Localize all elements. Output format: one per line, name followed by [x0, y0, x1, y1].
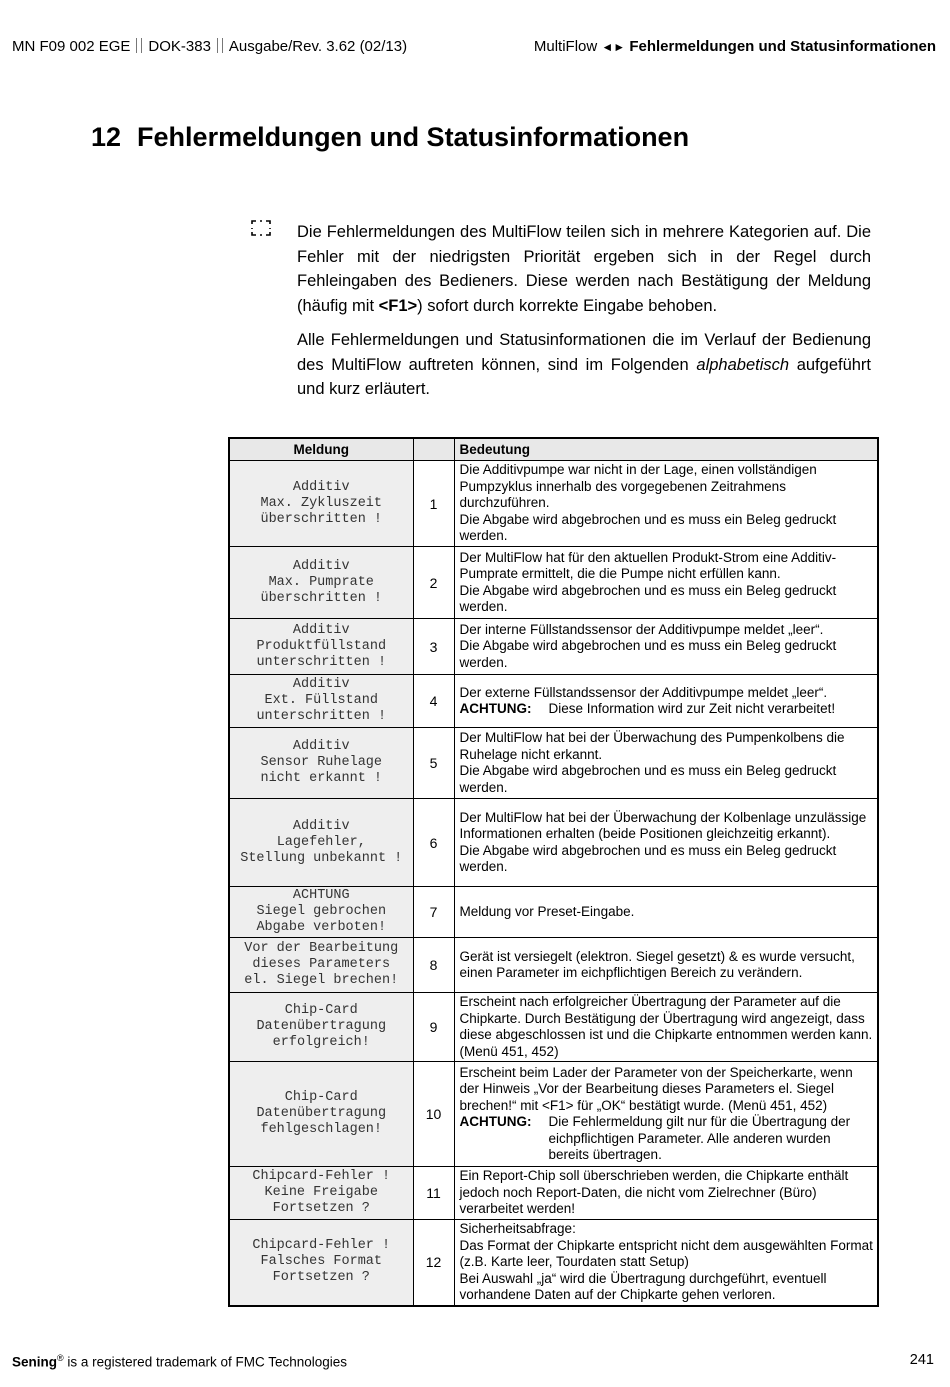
header-product: MultiFlow — [533, 38, 598, 55]
header-number — [413, 438, 454, 461]
message-line: Additiv — [292, 479, 350, 495]
header-section-info — [534, 38, 936, 55]
error-message-table — [228, 437, 879, 1307]
meaning-cell — [454, 619, 878, 675]
message-line: Chipcard-Fehler ! — [252, 1169, 391, 1184]
table-row — [229, 938, 878, 993]
message-line: Ext. Füllstand — [264, 693, 378, 708]
message-line: Additiv — [292, 558, 350, 574]
note-icon — [251, 220, 271, 236]
message-line: Fortsetzen ? — [272, 1201, 370, 1216]
intro-paragraph-1 — [297, 220, 871, 318]
header-bedeutung: Bedeutung — [454, 438, 878, 461]
intro-p1-text-end: ) sofort durch korrekte Eingabe behoben. — [417, 296, 718, 315]
table-header-row — [229, 438, 878, 461]
header-edition: Ausgabe/Rev. 3.62 (02/13) — [228, 38, 408, 55]
registered-mark: ® — [57, 1353, 64, 1363]
meaning-line: Gerät ist versiegelt (elektron. Siegel gesetzt) & es wurde versucht, einen Parameter im eichpflichtigen Bereich zu verändern. — [459, 948, 855, 980]
chapter-title — [91, 122, 689, 153]
message-cell — [229, 993, 413, 1062]
table-row — [229, 993, 878, 1062]
message-line: Chipcard-Fehler ! — [252, 1238, 391, 1254]
message-cell — [229, 461, 413, 547]
page-number: 241 — [909, 1352, 934, 1368]
message-line: überschritten ! — [260, 590, 383, 606]
meaning-line: Bei Auswahl „ja“ wird die Übertragung durchgeführt, eventuell vorhandene Daten auf der Chipkarte gehen verloren. — [459, 1270, 827, 1302]
table-row — [229, 728, 878, 799]
intro-p1-text: Die Fehlermeldungen des MultiFlow teilen sich in mehrere Kategorien auf. Die Fehler mit der niedrigsten Priorität ergeben sich in der Regel durch Fehleingaben des Bedieners. Diese werden nach Bestätigung der Meldung (häufig mit — [297, 223, 871, 315]
meaning-line: Erscheint beim Lader der Parameter von der Speicherkarte, wenn der Hinweis „Vor der Bearbeitung dieses Parameters el. Siegel brechen!“ mit <F1> für „OK“ bestätigt wurde. (Menü 451, 452) — [459, 1064, 853, 1113]
intro-paragraph-2 — [297, 328, 871, 402]
table-row — [229, 1167, 878, 1220]
message-line: Additiv — [292, 622, 350, 638]
message-cell — [229, 547, 413, 619]
meaning-line: Der interne Füllstandssensor der Additivpumpe meldet „leer“. — [459, 621, 824, 637]
message-line: Datenübertragung — [256, 1106, 387, 1121]
meaning-cell — [454, 728, 878, 799]
message-line: Keine Freigabe — [264, 1185, 378, 1200]
footer-brand: Sening — [12, 1354, 58, 1370]
intro-text — [297, 220, 871, 412]
header-doc-id: MN F09 002 EGE — [12, 38, 131, 55]
meaning-line: Die Abgabe wird abgebrochen und es muss ein Beleg gedruckt werden. — [459, 638, 837, 670]
message-cell — [229, 675, 413, 728]
meaning-cell — [454, 461, 878, 547]
meaning-line: Meldung vor Preset-Eingabe. — [459, 903, 635, 919]
message-cell — [229, 799, 413, 887]
table-row — [229, 619, 878, 675]
message-cell — [229, 619, 413, 675]
meaning-line: Die Abgabe wird abgebrochen und es muss ein Beleg gedruckt werden. — [459, 763, 837, 795]
meaning-cell — [454, 993, 878, 1062]
header-dok: DOK-383 — [148, 38, 211, 55]
footer-text: is a registered trademark of FMC Technologies — [63, 1354, 348, 1370]
message-number: 8 — [413, 938, 454, 993]
message-line: ACHTUNG — [292, 888, 350, 903]
nav-arrows-icon: ◄► — [601, 40, 626, 54]
message-number: 2 — [413, 547, 454, 619]
message-line: Fortsetzen ? — [272, 1270, 370, 1286]
message-number: 4 — [413, 675, 454, 728]
meaning-line: Das Format der Chipkarte entspricht nicht dem ausgewählten Format (z.B. Karte leer, Tourdaten statt Setup) — [459, 1237, 873, 1269]
meaning-line: Die Additivpumpe war nicht in der Lage, einen vollständigen Pumpzyklus innerhalb des vorgegebenen Zeitrahmens durchzuführen. — [459, 462, 817, 511]
table-row — [229, 675, 878, 728]
message-cell — [229, 1220, 413, 1306]
message-cell — [229, 887, 413, 938]
message-number: 12 — [413, 1220, 454, 1306]
chapter-number: 12 — [91, 122, 122, 152]
warning-label: ACHTUNG: — [459, 1114, 532, 1129]
message-line: Chip-Card — [284, 1003, 358, 1018]
table-row — [229, 887, 878, 938]
message-number: 9 — [413, 993, 454, 1062]
meaning-cell — [454, 547, 878, 619]
message-line: Additiv — [292, 818, 350, 834]
message-line: Chip-Card — [284, 1090, 358, 1105]
message-number: 5 — [413, 728, 454, 799]
page-header — [12, 38, 936, 60]
table-row — [229, 1220, 878, 1306]
chapter-title-text: Fehlermeldungen und Statusinformationen — [137, 122, 690, 152]
meaning-cell — [454, 1167, 878, 1220]
table-row — [229, 461, 878, 547]
message-line: Lagefehler, — [276, 834, 366, 850]
meaning-line: Die Abgabe wird abgebrochen und es muss ein Beleg gedruckt werden. — [459, 582, 837, 614]
table-row — [229, 547, 878, 619]
warning-text: Diese Information wird zur Zeit nicht verarbeitet! — [548, 701, 836, 716]
meaning-line: Erscheint nach erfolgreicher Übertragung der Parameter auf die Chipkarte. Durch Bestätigung der Übertragung wird angezeigt, dass diese abgeschlossen ist und die Chipkarte entnommen werden kann. (Menü 451, 452) — [459, 994, 873, 1059]
message-line: nicht erkannt ! — [260, 771, 383, 786]
header-meldung: Meldung — [229, 438, 413, 461]
message-line: Vor der Bearbeitung — [244, 941, 399, 956]
message-line: Falsches Format — [260, 1254, 383, 1270]
intro-p2-emphasis: alphabetisch — [696, 355, 790, 374]
table-body — [229, 461, 878, 1306]
message-number: 7 — [413, 887, 454, 938]
message-line: Max. Zykluszeit — [260, 495, 383, 511]
footer-trademark — [12, 1353, 347, 1370]
meaning-line: Die Abgabe wird abgebrochen und es muss ein Beleg gedruckt werden. — [459, 842, 837, 874]
message-line: dieses Parameters — [252, 957, 391, 972]
message-line: erfolgreich! — [272, 1035, 370, 1050]
message-line: Stellung unbekannt ! — [240, 850, 403, 866]
meaning-line: Der externe Füllstandssensor der Additivpumpe meldet „leer“. — [459, 684, 828, 700]
message-cell — [229, 728, 413, 799]
message-cell — [229, 938, 413, 993]
message-line: überschritten ! — [260, 511, 383, 527]
meaning-cell — [454, 1220, 878, 1306]
intro-p2-text-end: aufgeführt und kurz erläutert. — [297, 355, 872, 398]
intro-p1-key: <F1> — [378, 296, 418, 315]
message-cell — [229, 1062, 413, 1167]
message-number: 1 — [413, 461, 454, 547]
warning-label: ACHTUNG: — [459, 701, 532, 716]
header-doc-info — [12, 38, 407, 55]
message-line: Produktfüllstand — [256, 638, 387, 654]
message-line: unterschritten ! — [256, 654, 387, 670]
meaning-cell — [454, 938, 878, 993]
warning-note — [460, 701, 874, 718]
meaning-cell — [454, 799, 878, 887]
intro-p2-text: Alle Fehlermeldungen und Statusinformationen die im Verlauf der Bedienung des MultiFlow auftreten können, sind im Folgenden — [297, 331, 871, 374]
message-line: Sensor Ruhelage — [260, 755, 383, 770]
meaning-line: Sicherheitsabfrage: — [459, 1221, 576, 1236]
message-number: 6 — [413, 799, 454, 887]
header-separator — [217, 38, 223, 53]
message-line: unterschritten ! — [256, 709, 387, 724]
table-row — [229, 1062, 878, 1167]
meaning-line: Der MultiFlow hat bei der Überwachung der Kolbenlage unzulässige Informationen erhalten (beide Positionen gleichzeitig erkannt). — [459, 809, 867, 841]
meaning-line: Der MultiFlow hat bei der Überwachung des Pumpenkolbens die Ruhelage nicht erkannt. — [459, 730, 845, 762]
message-line: Abgabe verboten! — [256, 920, 387, 935]
message-cell — [229, 1167, 413, 1220]
message-line: Additiv — [292, 677, 350, 692]
message-line: Additiv — [292, 739, 350, 754]
meaning-line: Die Abgabe wird abgebrochen und es muss ein Beleg gedruckt werden. — [459, 511, 837, 544]
header-separator — [136, 38, 142, 53]
message-number: 10 — [413, 1062, 454, 1167]
message-number: 11 — [413, 1167, 454, 1220]
message-line: Datenübertragung — [256, 1019, 387, 1034]
message-line: el. Siegel brechen! — [244, 973, 399, 988]
message-line: Max. Pumprate — [268, 574, 374, 590]
meaning-line: Ein Report-Chip soll überschrieben werden, die Chipkarte enthält jedoch noch Report-Daten, die nicht vom Zielrechner (Büro) verarbeitet werden! — [459, 1168, 849, 1217]
meaning-cell — [454, 1062, 878, 1167]
warning-text: Die Fehlermeldung gilt nur für die Übertragung der eichpflichtigen Parameter. Alle anderen wurden bereits übertragen. — [548, 1114, 851, 1162]
meaning-cell — [454, 887, 878, 938]
header-section: Fehlermeldungen und Statusinformationen — [629, 38, 936, 55]
table-row — [229, 799, 878, 887]
message-line: fehlgeschlagen! — [260, 1122, 383, 1137]
warning-note — [460, 1114, 874, 1164]
meaning-cell — [454, 675, 878, 728]
message-number: 3 — [413, 619, 454, 675]
meaning-line: Der MultiFlow hat für den aktuellen Produkt-Strom eine Additiv-Pumprate ermittelt, die die Pumpe nicht erfüllen kann. — [459, 549, 837, 581]
message-line: Siegel gebrochen — [256, 904, 387, 919]
